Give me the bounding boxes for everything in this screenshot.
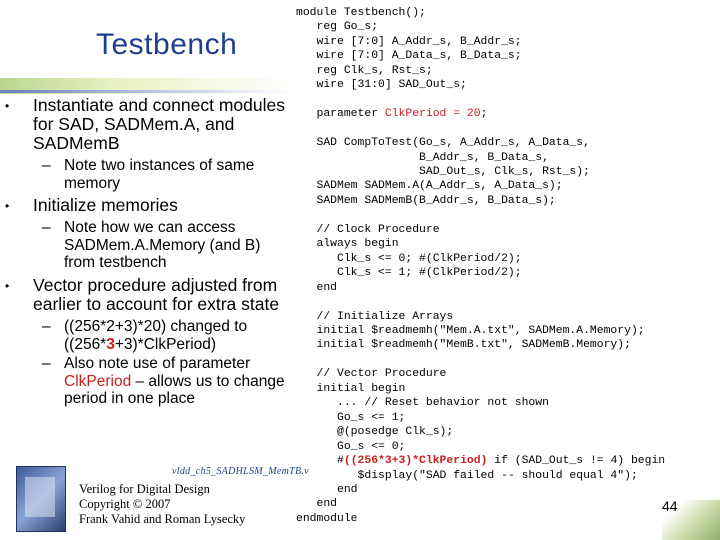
slide-title: Testbench	[96, 28, 238, 61]
bullet-marker: •	[5, 99, 10, 113]
sub-bullet-2: Note how we can access SADMem.A.Memory (and B) from testbench	[64, 219, 261, 271]
footer-copyright: Copyright © 2007	[79, 497, 171, 511]
code-line: // Vector Procedure	[296, 368, 447, 381]
code-line: wire [7:0] A_Addr_s, B_Addr_s;	[296, 35, 522, 48]
code-line: // Initialize Arrays	[296, 310, 454, 323]
code-line: @(posedge Clk_s);	[296, 426, 454, 439]
code-line: always begin	[296, 238, 399, 251]
sub-bullet-3-highlight: 3	[106, 335, 115, 353]
code-line: ;	[480, 108, 488, 121]
code-line: initial $readmemh("Mem.A.txt", SADMem.A.Memory);	[296, 324, 645, 337]
code-line: initial $readmemh("MemB.txt", SADMemB.Memory);	[296, 339, 631, 352]
code-line: end	[296, 281, 338, 294]
bullet-2: Initialize memories	[33, 195, 178, 215]
code-line: SAD_Out_s, Clk_s, Rst_s);	[296, 165, 590, 178]
sub-bullet-4	[64, 355, 296, 408]
sub-bullet-marker: –	[42, 318, 51, 335]
bullet-3: Vector procedure adjusted from earlier to account for extra state	[33, 275, 280, 314]
footer-book-title: Verilog for Digital Design	[79, 482, 210, 496]
sub-bullet-4-highlight: ClkPeriod	[64, 372, 132, 390]
code-line: Go_s <= 0;	[296, 440, 406, 453]
code-line: wire [31:0] SAD_Out_s;	[296, 79, 467, 92]
footer-authors: Frank Vahid and Roman Lysecky	[79, 512, 246, 526]
code-line: module Testbench();	[296, 7, 426, 19]
code-line: endmodule	[296, 512, 358, 525]
code-line: #	[296, 455, 344, 468]
code-line: initial begin	[296, 382, 406, 395]
code-line: SADMem SADMemB(B_Addr_s, B_Data_s);	[296, 194, 556, 207]
code-line: reg Clk_s, Rst_s;	[296, 64, 433, 77]
page-number: 44	[662, 498, 678, 514]
code-line: Go_s <= 1;	[296, 411, 406, 424]
bullet-marker: •	[5, 279, 10, 293]
footer-credits	[79, 482, 245, 527]
sub-bullet-3-pre: ((256*2+3)*20) changed to ((256*	[64, 318, 248, 353]
bullet-1: Instantiate and connect modules for SAD, SADMem.A, and SADMemB	[33, 95, 285, 153]
sub-bullet-1: Note two instances of same memory	[64, 157, 255, 192]
sub-bullet-4-pre: Also note use of parameter	[64, 355, 251, 372]
code-line: wire [7:0] A_Data_s, B_Data_s;	[296, 50, 522, 63]
verilog-code-listing	[296, 6, 665, 526]
code-line: reg Go_s;	[296, 21, 379, 34]
code-line: parameter	[296, 108, 385, 121]
code-line: B_Addr_s, B_Data_s,	[296, 151, 549, 164]
sub-bullet-3	[64, 318, 278, 353]
code-line: end	[296, 498, 338, 511]
code-line: ... // Reset behavior not shown	[296, 397, 549, 410]
code-line: Clk_s <= 1; #(ClkPeriod/2);	[296, 267, 522, 280]
sub-bullet-4-post: – allows us to change period in one place	[64, 372, 285, 407]
code-line: Clk_s <= 0; #(ClkPeriod/2);	[296, 252, 522, 265]
code-line: if (SAD_Out_s != 4) begin	[487, 455, 666, 468]
code-param-highlight: ClkPeriod = 20	[384, 108, 481, 121]
code-delay-highlight: ((256*3+3)*ClkPeriod)	[343, 455, 488, 468]
sub-bullet-3-post: +3)*ClkPeriod)	[114, 335, 217, 353]
bullet-marker: •	[5, 199, 10, 213]
book-cover-art	[25, 477, 55, 517]
title-rule-accent	[0, 90, 292, 93]
sub-bullet-marker: –	[42, 219, 51, 236]
sub-bullet-marker: –	[42, 157, 51, 174]
code-line: $display("SAD failed -- should equal 4");	[296, 469, 638, 482]
book-cover-icon	[16, 466, 66, 532]
code-line: // Clock Procedure	[296, 223, 440, 236]
code-line: SADMem SADMem.A(A_Addr_s, A_Data_s);	[296, 180, 563, 193]
sub-bullet-marker: –	[42, 355, 51, 372]
code-line: end	[296, 483, 358, 496]
code-line: SAD CompToTest(Go_s, A_Addr_s, A_Data_s,	[296, 137, 590, 150]
file-name: vldd_ch5_SADHLSM_MemTB.v	[172, 466, 309, 477]
